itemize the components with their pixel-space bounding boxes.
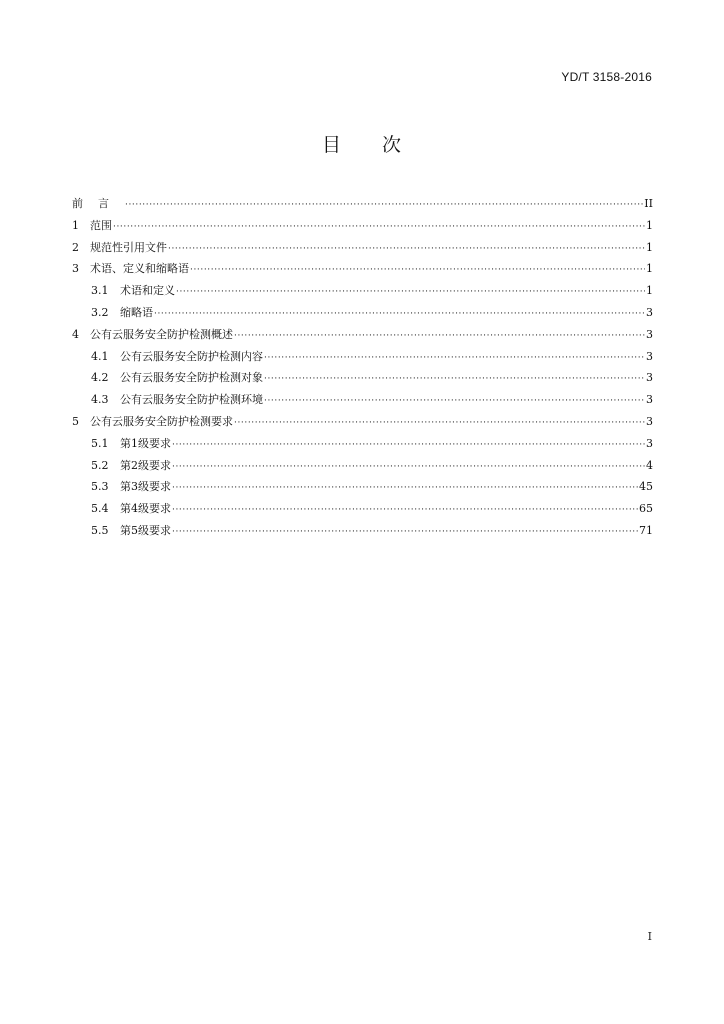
toc-entry-number: 5.4 bbox=[91, 502, 109, 516]
toc-entry-label: 公有云服务安全防护检测环境 bbox=[120, 393, 263, 407]
toc-entry-number: 4.2 bbox=[91, 371, 109, 385]
toc-entry-page: 3 bbox=[646, 327, 653, 341]
toc-title bbox=[0, 130, 724, 157]
toc-entry-label: 第4级要求 bbox=[120, 502, 171, 516]
toc-title-char-1: 目 bbox=[321, 134, 342, 156]
toc-leader-dots bbox=[113, 217, 645, 239]
toc-entry-number: 3 bbox=[72, 262, 79, 276]
toc-entry[interactable] bbox=[72, 433, 653, 455]
toc-entry-label: 范围 bbox=[90, 218, 112, 232]
toc-entry[interactable] bbox=[72, 346, 653, 368]
toc-entry-number: 4.3 bbox=[91, 393, 109, 407]
toc-entry[interactable] bbox=[72, 215, 653, 237]
toc-entry[interactable] bbox=[72, 455, 653, 477]
toc-entry-label: 第2级要求 bbox=[120, 458, 171, 472]
toc-entry-number: 5.1 bbox=[91, 436, 109, 450]
toc-entry-label: 前言 bbox=[72, 197, 124, 210]
toc-entry[interactable] bbox=[72, 280, 653, 302]
toc-entry-number: 5.2 bbox=[91, 458, 109, 472]
toc-entry[interactable] bbox=[72, 237, 653, 259]
toc-entry-label: 术语、定义和缩略语 bbox=[90, 262, 189, 276]
toc-entry[interactable] bbox=[72, 302, 653, 324]
toc-entry-page: 3 bbox=[646, 305, 653, 319]
toc-leader-dots bbox=[154, 304, 645, 326]
toc-entry-page: 45 bbox=[639, 480, 653, 494]
toc-entry-page: 1 bbox=[646, 262, 653, 276]
toc-entry[interactable] bbox=[72, 498, 653, 520]
toc-entry-label: 第3级要求 bbox=[120, 480, 171, 494]
toc-entry-label: 术语和定义 bbox=[120, 284, 175, 298]
toc-entry[interactable] bbox=[72, 258, 653, 280]
toc-entry-label: 缩略语 bbox=[120, 305, 153, 319]
toc-entry-page: 3 bbox=[646, 436, 653, 450]
toc-entry-number: 3.1 bbox=[91, 284, 109, 298]
toc-entry-page: 4 bbox=[646, 458, 653, 472]
toc-leader-dots bbox=[168, 239, 645, 261]
toc-entry-page: 3 bbox=[646, 393, 653, 407]
toc-entry[interactable] bbox=[72, 389, 653, 411]
toc-entry-label: 规范性引用文件 bbox=[90, 240, 167, 254]
toc-leader-dots bbox=[172, 500, 638, 522]
toc-leader-dots bbox=[264, 391, 645, 413]
toc-entry-page: 1 bbox=[646, 240, 653, 254]
toc-entry-page: 3 bbox=[646, 414, 653, 428]
toc-entry[interactable] bbox=[72, 520, 653, 542]
toc-entry[interactable] bbox=[72, 411, 653, 433]
toc-leader-dots bbox=[190, 260, 645, 282]
toc-entry-label: 公有云服务安全防护检测对象 bbox=[120, 371, 263, 385]
toc-leader-dots bbox=[234, 326, 645, 348]
toc-entry-number: 5 bbox=[72, 414, 79, 428]
toc-entry-page: 65 bbox=[639, 502, 653, 516]
toc-entry-label: 公有云服务安全防护检测概述 bbox=[90, 327, 233, 341]
toc-entry-page: 71 bbox=[639, 523, 653, 537]
toc-entry-number: 5.3 bbox=[91, 480, 109, 494]
toc-entry-label: 第5级要求 bbox=[120, 523, 171, 537]
toc-entry-label: 第1级要求 bbox=[120, 436, 171, 450]
toc-entry-number: 2 bbox=[72, 240, 79, 254]
page-number: I bbox=[647, 930, 652, 943]
toc-leader-dots bbox=[172, 457, 645, 479]
toc-entry[interactable] bbox=[72, 324, 653, 346]
toc-leader-dots bbox=[176, 282, 645, 304]
table-of-contents bbox=[72, 193, 653, 542]
toc-entry-number: 3.2 bbox=[91, 305, 109, 319]
toc-leader-dots bbox=[172, 522, 638, 544]
toc-entry-page: 3 bbox=[646, 349, 653, 363]
toc-entry-number: 4.1 bbox=[91, 349, 109, 363]
toc-leader-dots bbox=[234, 413, 645, 435]
toc-entry[interactable] bbox=[72, 367, 653, 389]
toc-leader-dots bbox=[264, 369, 645, 391]
toc-entry[interactable] bbox=[72, 193, 653, 215]
toc-entry-number: 4 bbox=[72, 327, 79, 341]
toc-entry-page: 1 bbox=[646, 218, 653, 232]
toc-entry[interactable] bbox=[72, 476, 653, 498]
toc-leader-dots bbox=[125, 195, 643, 217]
toc-entry-label: 公有云服务安全防护检测要求 bbox=[90, 414, 233, 428]
toc-leader-dots bbox=[264, 348, 645, 370]
toc-entry-page: 3 bbox=[646, 371, 653, 385]
toc-entry-page: II bbox=[644, 197, 653, 210]
document-id: YD/T 3158-2016 bbox=[561, 70, 652, 84]
toc-entry-number: 1 bbox=[72, 218, 79, 232]
toc-title-char-2: 次 bbox=[382, 134, 403, 156]
toc-entry-label: 公有云服务安全防护检测内容 bbox=[120, 349, 263, 363]
toc-entry-number: 5.5 bbox=[91, 523, 109, 537]
toc-entry-page: 1 bbox=[646, 284, 653, 298]
toc-leader-dots bbox=[172, 478, 638, 500]
toc-leader-dots bbox=[172, 435, 645, 457]
